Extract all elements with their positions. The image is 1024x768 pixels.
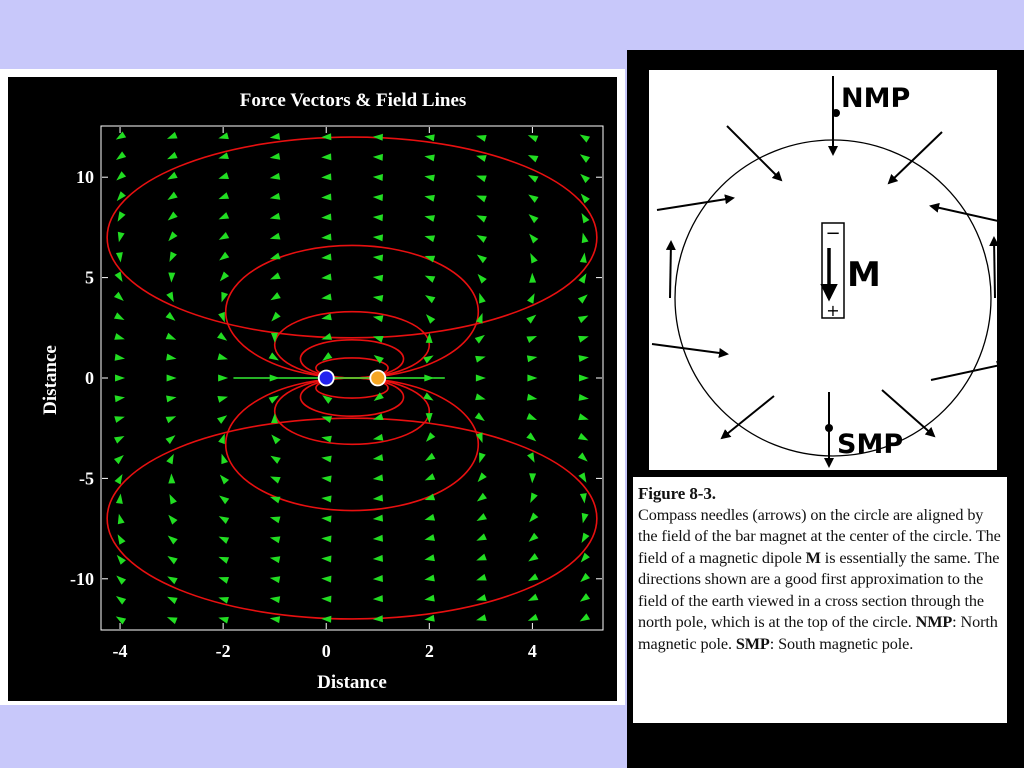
y-tick-label: -5: [79, 468, 94, 489]
caption-text-3: : North magnetic pole.: [638, 613, 998, 653]
field-plot: [8, 77, 617, 701]
needle-right-lower: [931, 364, 997, 380]
caption-text-1: Compass needles (arrows) on the circle are aligned by the field of the bar magnet at the center of the circle. The field of a magnetic dipole: [638, 505, 1001, 567]
compass-diagram: [649, 70, 997, 470]
caption-text-2: is essentially the same. The directions shown are a good first approximation to the field of the earth viewed in a cross section through the north pole, which is at the top of the circle.: [638, 548, 1000, 631]
y-tick-label: -10: [70, 568, 94, 589]
plot-title: Force Vectors & Field Lines: [239, 90, 467, 111]
x-tick-label: 2: [424, 641, 434, 661]
needle-right-mid: [994, 238, 995, 298]
y-tick-label: 5: [85, 267, 94, 288]
caption-bold-nmp: NMP: [915, 613, 953, 631]
y-tick-label: 0: [85, 368, 94, 388]
dipole-m-label: M: [847, 255, 881, 295]
caption-bold-smp: SMP: [735, 634, 770, 653]
caption-text: [638, 505, 1003, 656]
caption-text-4: : South magnetic pole.: [769, 634, 914, 653]
plot-background: [8, 77, 617, 701]
smp-label: SMP: [837, 429, 904, 460]
compass-circle: [675, 140, 991, 456]
compass-needles: [652, 76, 997, 466]
x-tick-label: 4: [527, 641, 537, 661]
x-tick-label: 0: [321, 641, 331, 661]
caption-bold-m: M: [805, 548, 821, 567]
needle-left-lower: [652, 344, 727, 354]
x-tick-label: -4: [112, 641, 128, 661]
dipole-minus: −: [825, 223, 841, 244]
dipole-plus: +: [826, 301, 840, 320]
y-axis-label: Distance: [40, 345, 61, 415]
figure-panel: [627, 50, 1024, 768]
caption-title: Figure 8-3.: [638, 484, 716, 503]
x-tick-label: -2: [215, 641, 231, 661]
needle-left-mid: [670, 242, 671, 298]
x-axis-label: Distance: [317, 672, 387, 693]
nmp-label: NMP: [841, 83, 911, 114]
needle-upper-right: [889, 132, 942, 183]
y-tick-label: 10: [76, 167, 94, 188]
north-pole-dot: [832, 109, 840, 117]
needle-left-upper: [657, 198, 733, 210]
needle-upper-left: [727, 126, 781, 180]
compass-figure: [649, 70, 997, 470]
positive-charge: [370, 371, 385, 386]
field-plot-panel: [0, 69, 625, 705]
south-pole-dot: [825, 424, 833, 432]
figure-caption: [633, 477, 1007, 723]
negative-charge: [319, 371, 334, 386]
